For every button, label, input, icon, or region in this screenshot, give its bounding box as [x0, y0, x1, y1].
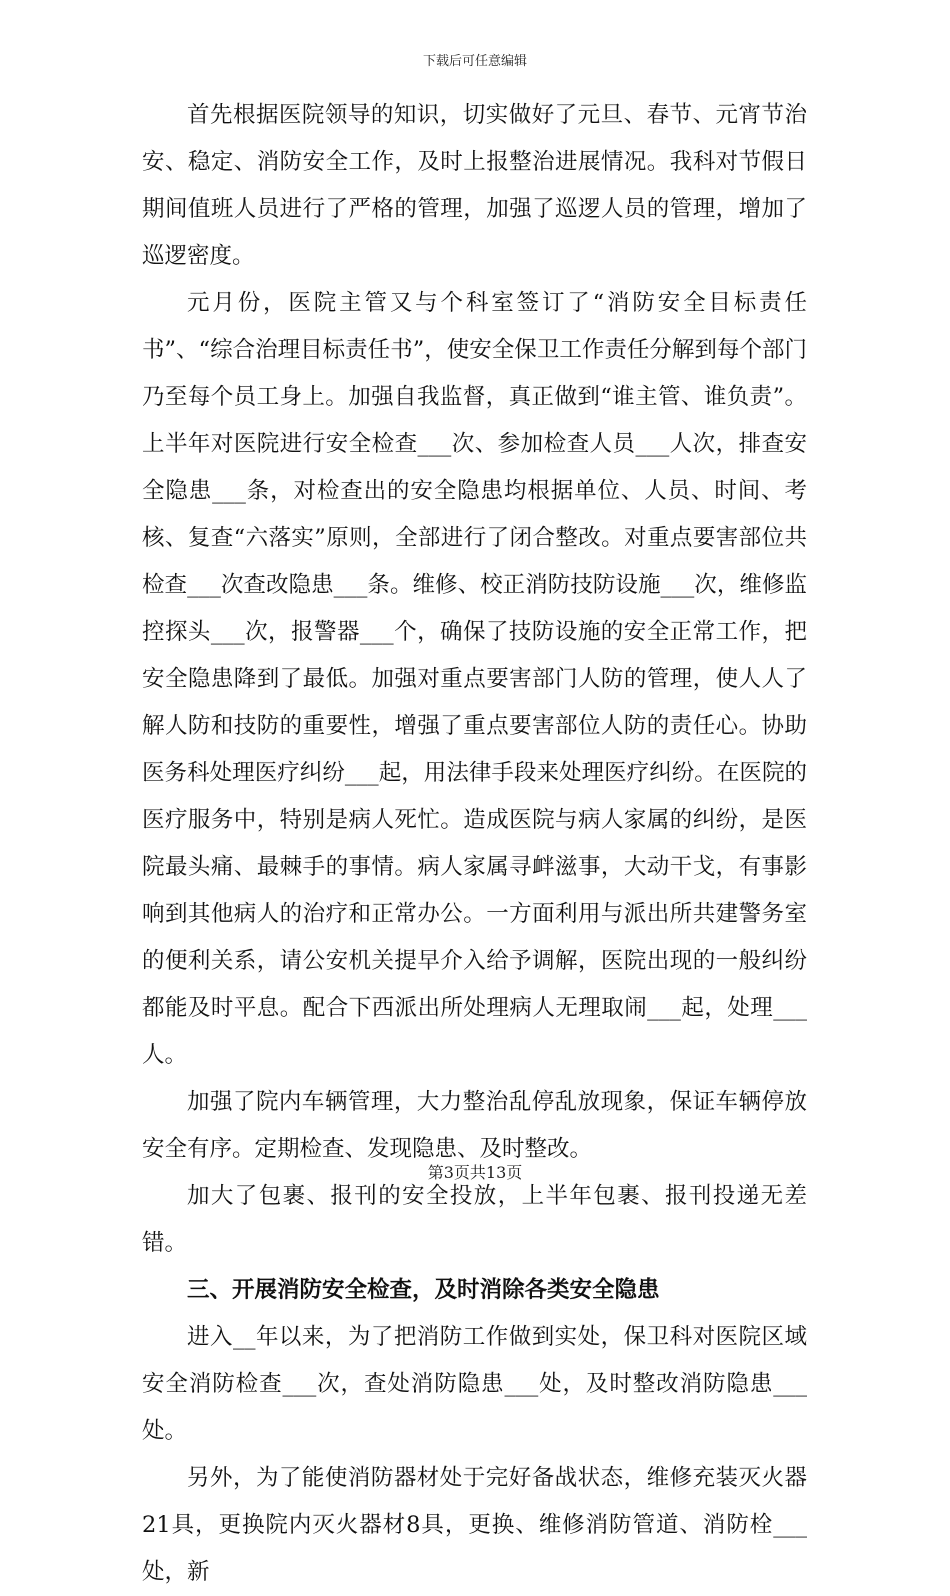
paragraph: 进入__年以来，为了把消防工作做到实处，保卫科对医院区域安全消防检查___次，查处消防隐患___处，及时整改消防隐患___处。	[142, 1324, 807, 1444]
paragraph: 另外，为了能使消防器材处于完好备战状态，维修充装灭火器21具，更换院内灭火器材8具，更换、维修消防管道、消防栓___处，新	[142, 1465, 807, 1585]
section-heading: 三、开展消防安全检查，及时消除各类安全隐患	[187, 1277, 660, 1303]
paragraph: 加大了包裹、报刊的安全投放，上半年包裹、报刊投递无差错。	[142, 1183, 807, 1256]
document-body	[142, 92, 807, 1596]
paragraph: 首先根据医院领导的知识，切实做好了元旦、春节、元宵节治安、稳定、消防安全工作，及时上报整治进展情况。我科对节假日期间值班人员进行了严格的管理，加强了巡逻人员的管理，增加了巡逻密度。	[142, 102, 807, 269]
paragraph: 加强了院内车辆管理，大力整治乱停乱放现象，保证车辆停放安全有序。定期检查、发现隐患、及时整改。	[142, 1089, 807, 1162]
page-number: 第3页共13页	[427, 1163, 523, 1182]
paragraph: 元月份，医院主管又与个科室签订了“消防安全目标责任书”、“综合治理目标责任书”，使安全保卫工作责任分解到每个部门乃至每个员工身上。加强自我监督，真正做到“谁主管、谁负责”。上半年对医院进行安全检查___次、参加检查人员___人次，排查安全隐患___条，对检查出的安全隐患均根据单位、人员、时间、考核、复查“六落实”原则，全部进行了闭合整改。对重点要害部位共检查___次查改隐患___条。维修、校正消防技防设施___次，维修监控探头___次，报警器___个，确保了技防设施的安全正常工作，把安全隐患降到了最低。加强对重点要害部门人防的管理，使人人了解人防和技防的重要性，增强了重点要害部位人防的责任心。协助医务科处理医疗纠纷___起，用法律手段来处理医疗纠纷。在医院的医疗服务中，特别是病人死忙。造成医院与病人家属的纠纷，是医院最头痛、最棘手的事情。病人家属寻衅滋事，大动干戈，有事影响到其他病人的治疗和正常办公。一方面利用与派出所共建警务室的便利关系，请公安机关提早介入给予调解，医院出现的一般纠纷都能及时平息。配合下西派出所处理病人无理取闹___起，处理___人。	[142, 290, 807, 1068]
page-header-note: 下载后可任意编辑	[422, 54, 527, 69]
